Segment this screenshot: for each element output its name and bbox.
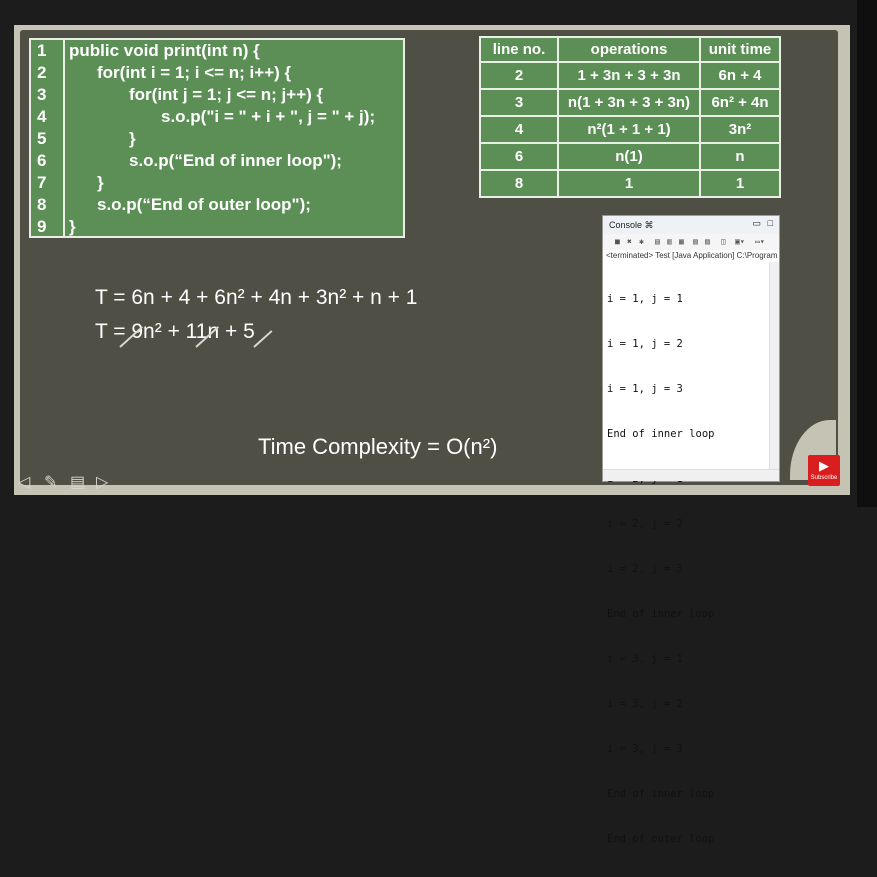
table-cell: 3n²: [700, 116, 780, 143]
table-row: [480, 143, 780, 170]
subscribe-label: Subscribe: [810, 475, 838, 481]
header-operations: operations: [558, 37, 700, 62]
console-window: [602, 215, 780, 845]
console-line: i = 1, j = 3: [607, 383, 683, 395]
time-complexity: Time Complexity = O(n²): [258, 434, 498, 459]
console-line: End of outer loop: [607, 833, 715, 845]
table-cell: 6n + 4: [700, 62, 780, 89]
table-cell: n(1): [558, 143, 700, 170]
table-cell: 3: [480, 89, 558, 116]
show-console-icon[interactable]: ▨: [705, 237, 710, 246]
table-cell: 2: [480, 62, 558, 89]
table-row: [480, 116, 780, 143]
table-cell: 1 + 3n + 3 + 3n: [558, 62, 700, 89]
previous-slide-icon[interactable]: ◁: [18, 474, 31, 491]
table-header-row: [480, 37, 780, 62]
table-cell: 6n² + 4n: [700, 89, 780, 116]
horizontal-scrollbar[interactable]: [603, 469, 779, 481]
operations-table: [479, 36, 781, 198]
pin-console-icon[interactable]: ▧: [693, 237, 698, 246]
open-console-icon[interactable]: ▣▾: [735, 237, 745, 246]
console-line: i = 3, j = 1: [607, 653, 683, 665]
scroll-lock-icon[interactable]: ▥: [667, 237, 672, 246]
table-cell: n(1 + 3n + 3 + 3n): [558, 89, 700, 116]
console-line: i = 1, j = 2: [607, 338, 683, 350]
table-cell: 1: [558, 170, 700, 197]
console-line: i = 2, j = 2: [607, 518, 683, 530]
table-cell: n²(1 + 1 + 1): [558, 116, 700, 143]
display-selected-icon[interactable]: ◫: [721, 237, 726, 246]
terminate-icon[interactable]: ■: [615, 237, 620, 246]
console-tab[interactable]: Console ⌘: [609, 220, 654, 230]
console-line: i = 3, j = 2: [607, 698, 683, 710]
console-line: i = 3, j = 3: [607, 743, 683, 755]
subscribe-button[interactable]: [808, 455, 840, 486]
maximize-icon[interactable]: □: [767, 218, 773, 228]
console-line: i = 1, j = 1: [607, 293, 683, 305]
header-unit-time: unit time: [700, 37, 780, 62]
word-wrap-icon[interactable]: ▦: [679, 237, 684, 246]
table-cell: n: [700, 143, 780, 170]
view-menu-icon[interactable]: ▭▾: [755, 237, 765, 246]
console-line: End of inner loop: [607, 608, 715, 620]
remove-all-icon[interactable]: ✱: [639, 237, 644, 246]
console-tab-bar: [603, 216, 779, 235]
equation-simplified: T = 9n² + 11n + 5: [95, 320, 255, 343]
console-line: i = 2, j = 3: [607, 563, 683, 575]
table-row: [480, 89, 780, 116]
next-slide-icon[interactable]: ▷: [96, 474, 109, 491]
equation-expanded: T = 6n + 4 + 6n² + 4n + 3n² + n + 1: [95, 286, 418, 309]
table-cell: 1: [700, 170, 780, 197]
header-line-no: line no.: [480, 37, 558, 62]
table-cell: 6: [480, 143, 558, 170]
minimize-icon[interactable]: ▭: [752, 218, 761, 228]
remove-launch-icon[interactable]: ✖: [627, 237, 632, 246]
code-box: 1 public void print(int n) { 2 for(int i = 1; i <= n; i++) { 3 for(int j = 1; j <= n; j++) { 4 s.o.p("i = " + i + ", j = " + j); 5 } 6 s.o.p(“End of inner loop"); 7 } 8 s.o.p(“End of outer loop"); 9 }: [29, 38, 405, 238]
table-cell: 8: [480, 170, 558, 197]
console-output: [607, 262, 714, 877]
console-line: End of inner loop: [607, 428, 715, 440]
menu-icon[interactable]: ▤: [70, 474, 86, 491]
table-cell: 4: [480, 116, 558, 143]
video-right-edge: [857, 0, 877, 507]
table-row: [480, 170, 780, 197]
console-line: End of inner loop: [607, 788, 715, 800]
terminated-label: <terminated> Test [Java Application] C:\Program: [606, 251, 778, 260]
table-row: [480, 62, 780, 89]
console-toolbar: [603, 234, 779, 250]
clear-console-icon[interactable]: ▤: [655, 237, 660, 246]
play-icon: ▶: [819, 458, 829, 473]
vertical-scrollbar[interactable]: [769, 262, 779, 469]
pen-icon[interactable]: ✎: [44, 474, 58, 491]
